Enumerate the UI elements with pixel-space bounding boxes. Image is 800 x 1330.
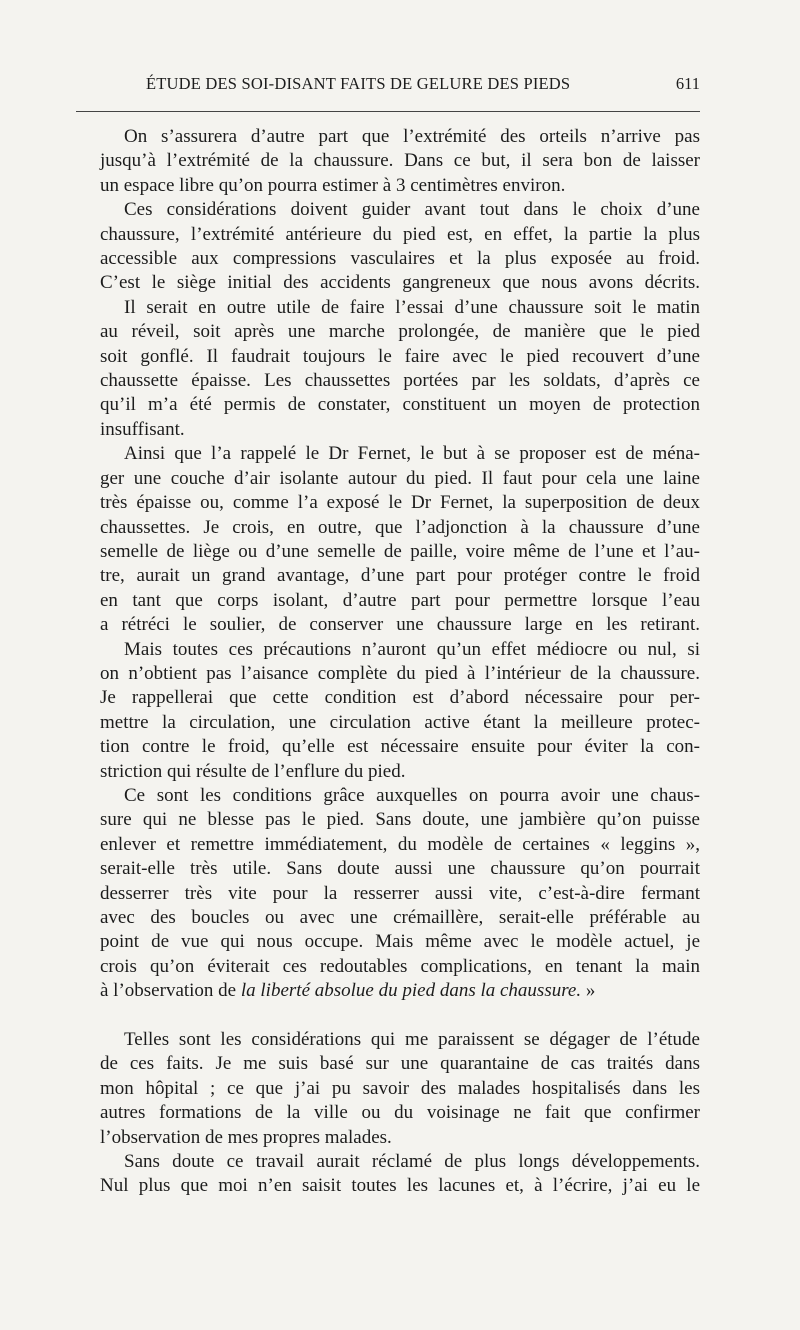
- text-line: C’est le siège initial des accidents gangreneux que nous avons décrits.: [100, 272, 700, 294]
- paragraph-conditions: [76, 784, 700, 1004]
- page-number: 611: [675, 74, 700, 93]
- text-line: l’observation de mes propres malades.: [100, 1126, 392, 1148]
- paragraph-conclusion: [76, 1150, 700, 1199]
- italic-emphasis: la liberté absolue du pied dans la chaussure.: [240, 980, 582, 1002]
- text-line: Mais toutes ces précautions n’auront qu’un effet médiocre ou nul, si: [124, 638, 700, 660]
- text-line: mettre la circulation, une circulation active étant la meilleure protec-: [100, 711, 700, 733]
- text-line: On s’assurera d’autre part que l’extrémité des orteils n’arrive pas: [124, 126, 700, 147]
- text-line: serait-elle très utile. Sans doute aussi une chaussure qu’on pourrait: [100, 858, 700, 880]
- text-line: chaussure, l’extrémité antérieure du pied est, en effet, la partie la plus: [100, 223, 700, 245]
- text-line: jusqu’à l’extrémité de la chaussure. Dans ce but, il sera bon de laisser: [100, 150, 700, 172]
- final-prefix: à l’observation de: [100, 980, 241, 1002]
- text-line: crois qu’on éviterait ces redoutables complications, en tenant la main: [100, 955, 700, 977]
- text-line: enlever et remettre immédiatement, du modèle de certaines « leggins »,: [100, 833, 700, 855]
- text-line: Je rappellerai que cette condition est d’abord nécessaire pour per-: [100, 687, 700, 709]
- text-line: un espace libre qu’on pourra estimer à 3 centimètres environ.: [100, 174, 566, 196]
- text-line: ger une couche d’air isolante autour du pied. Il faut pour cela une laine: [100, 467, 700, 489]
- text-line: sure qui ne blesse pas le pied. Sans doute, une jambière qu’on puisse: [100, 809, 700, 831]
- text-line: point de vue qui nous occupe. Mais même avec le modèle actuel, je: [100, 931, 700, 953]
- text-line: semelle de liège ou d’une semelle de paille, voire même de l’une et l’au-: [100, 540, 700, 562]
- text-line: chaussette épaisse. Les chaussettes portées par les soldats, d’après ce: [100, 370, 700, 392]
- text-line: Sans doute ce travail aurait réclamé de plus longs développements.: [124, 1151, 700, 1173]
- text-line: avec des boucles ou avec une crémaillère, serait-elle préférable au: [100, 907, 700, 928]
- text-line: tion contre le froid, qu’elle est nécessaire ensuite pour éviter la con-: [100, 736, 700, 758]
- text-line: Telles sont les considérations qui me paraissent se dégager de l’étude: [124, 1029, 700, 1051]
- text-line: très épaisse ou, comme l’a exposé le Dr Fernet, la superposition de deux: [100, 492, 700, 514]
- closing-quote: »: [581, 980, 596, 1002]
- text-line: accessible aux compressions vasculaires et la plus exposée au froid.: [100, 248, 700, 270]
- text-line: striction qui résulte de l’enflure du pied.: [100, 760, 406, 782]
- text-line: autres formations de la ville ou du voisinage ne fait que confirmer: [100, 1102, 700, 1124]
- text-line: au réveil, soit après une marche prolongée, de manière que le pied: [100, 321, 700, 343]
- text-line: Il serait en outre utile de faire l’essai d’une chaussure soit le matin: [124, 296, 700, 318]
- header-rule: [76, 111, 700, 112]
- text-line: soit gonflé. Il faudrait toujours le faire avec le pied recouvert d’une: [100, 345, 700, 367]
- text-line: chaussettes. Je crois, en outre, que l’adjonction à la chaussure d’une: [100, 516, 700, 538]
- text-line: en tant que corps isolant, d’autre part pour permettre lorsque l’eau: [100, 589, 700, 611]
- paragraph-summary: [76, 1028, 700, 1150]
- text-line: on n’obtient pas l’aisance complète du pied à l’intérieur de la chaussure.: [100, 662, 700, 684]
- text-line: insuffisant.: [100, 418, 185, 440]
- text-line: a rétréci le soulier, de conserver une chaussure large en les retirant.: [100, 614, 700, 636]
- text-line: mon hôpital ; ce que j’ai pu savoir des malades hospitalisés dans les: [100, 1077, 700, 1099]
- text-line: de ces faits. Je me suis basé sur une quarantaine de cas traités dans: [100, 1053, 700, 1075]
- text-line-final: [76, 979, 700, 1003]
- text-line: tre, aurait un grand avantage, d’une part pour protéger contre le froid: [100, 565, 700, 587]
- body-text: [76, 125, 700, 1199]
- paragraph-toe-space: [76, 125, 700, 198]
- text-line: desserrer très vite pour la resserrer aussi vite, c’est-à-dire fermant: [100, 882, 700, 904]
- text-line: Ce sont les conditions grâce auxquelles on pourra avoir une chaus-: [124, 784, 700, 806]
- text-line: Ces considérations doivent guider avant tout dans le choix d’une: [124, 199, 700, 221]
- text-line: Ainsi que l’a rappelé le Dr Fernet, le but à se proposer est de ména-: [124, 443, 700, 465]
- running-header: [76, 74, 700, 98]
- text-line: qu’il m’a été permis de constater, constituent un moyen de protection: [100, 394, 700, 416]
- paragraph-considerations: [76, 198, 700, 296]
- paragraph-shoe-trial: [76, 296, 700, 442]
- paragraph-insulation: [76, 442, 700, 637]
- paragraph-foot-ease: [76, 638, 700, 784]
- running-title: ÉTUDE DES SOI-DISANT FAITS DE GELURE DES PIEDS: [146, 74, 571, 93]
- text-line: Nul plus que moi n’en saisit toutes les lacunes et, à l’écrire, j’ai eu le: [100, 1175, 700, 1197]
